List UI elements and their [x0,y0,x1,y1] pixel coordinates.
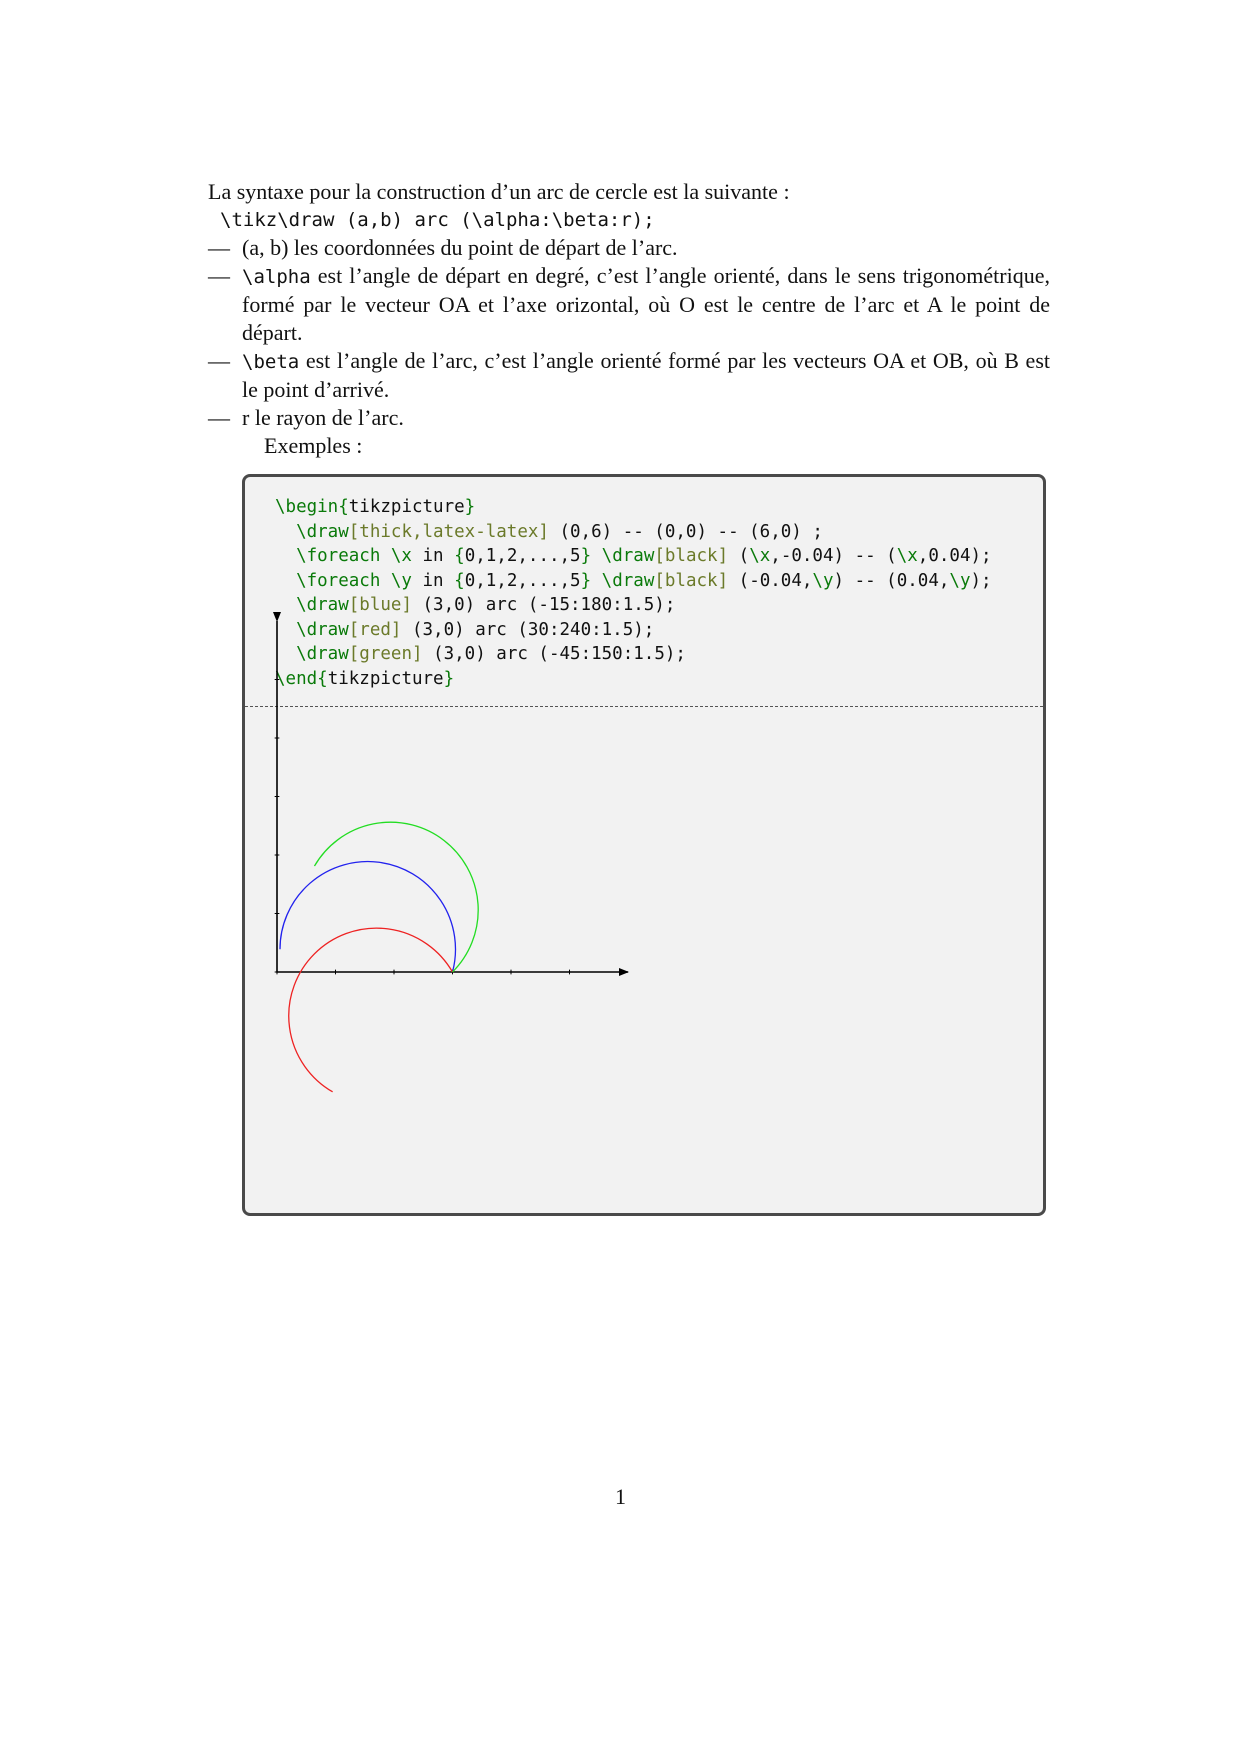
text-block [208,178,1050,460]
bullet-dash: — [208,263,230,288]
intro-text: La syntaxe pour la construction d’un arc de cercle est la suivante : [208,179,790,204]
code-line: \foreach \y in {0,1,2,...,5} \draw[black] (-0.04,\y) -- (0.04,\y); [296,570,992,591]
axes [277,621,628,972]
list-item [208,347,1050,404]
list-item [208,404,1050,432]
bullet-dash: — [208,235,230,260]
code-line: \draw[green] (3,0) arc (-45:150:1.5); [296,644,686,664]
list-item [208,262,1050,347]
bullet-dash: — [208,348,230,373]
code-line: \draw[blue] (3,0) arc (-15:180:1.5); [296,595,676,615]
code-line: \begin{tikzpicture} [275,497,476,517]
bullet-dash: — [208,405,230,430]
bullet-text: (a, b) les coordonnées du point de départ de l’arc. [242,235,678,260]
bullet-desc: est l’angle de départ en degré, c’est l’angle orienté, dans le sens trigonométrique, formé par le vecteur OA et l’axe orizontal, où O est le centre de l’arc et A le point de départ. [242,263,1050,345]
code-line: \end{tikzpicture} [275,668,455,689]
bullet-text: r le rayon de l’arc. [242,405,404,430]
green-arc [314,822,478,972]
bullet-code: \alpha [242,266,311,288]
code-line: \foreach \x in {0,1,2,...,5} \draw[black] (\x,-0.04) -- (\x,0.04); [296,546,992,566]
bullet-text [242,347,1050,404]
code-line: \draw[red] (3,0) arc (30:240:1.5); [296,619,655,640]
syntax-line: \tikz\draw (a,b) arc (\alpha:\beta:r); [220,209,655,231]
page-number: 1 [615,1484,626,1509]
red-arc [289,928,453,1092]
bullet-text [242,262,1050,347]
code-line: \draw[thick,latex-latex] (0,6) -- (0,0) -- (6,0) ; [296,521,823,542]
bullet-desc: est l’angle de l’arc, c’est l’angle orienté formé par les vecteurs OA et OB, où B est le point d’arrivé. [242,348,1050,402]
bullet-code: \beta [242,351,300,373]
blue-arc [280,862,455,972]
examples-label: Exemples : [264,433,363,458]
list-item [208,234,1050,262]
arc-figure [245,477,1043,1213]
example-box [242,474,1046,1216]
